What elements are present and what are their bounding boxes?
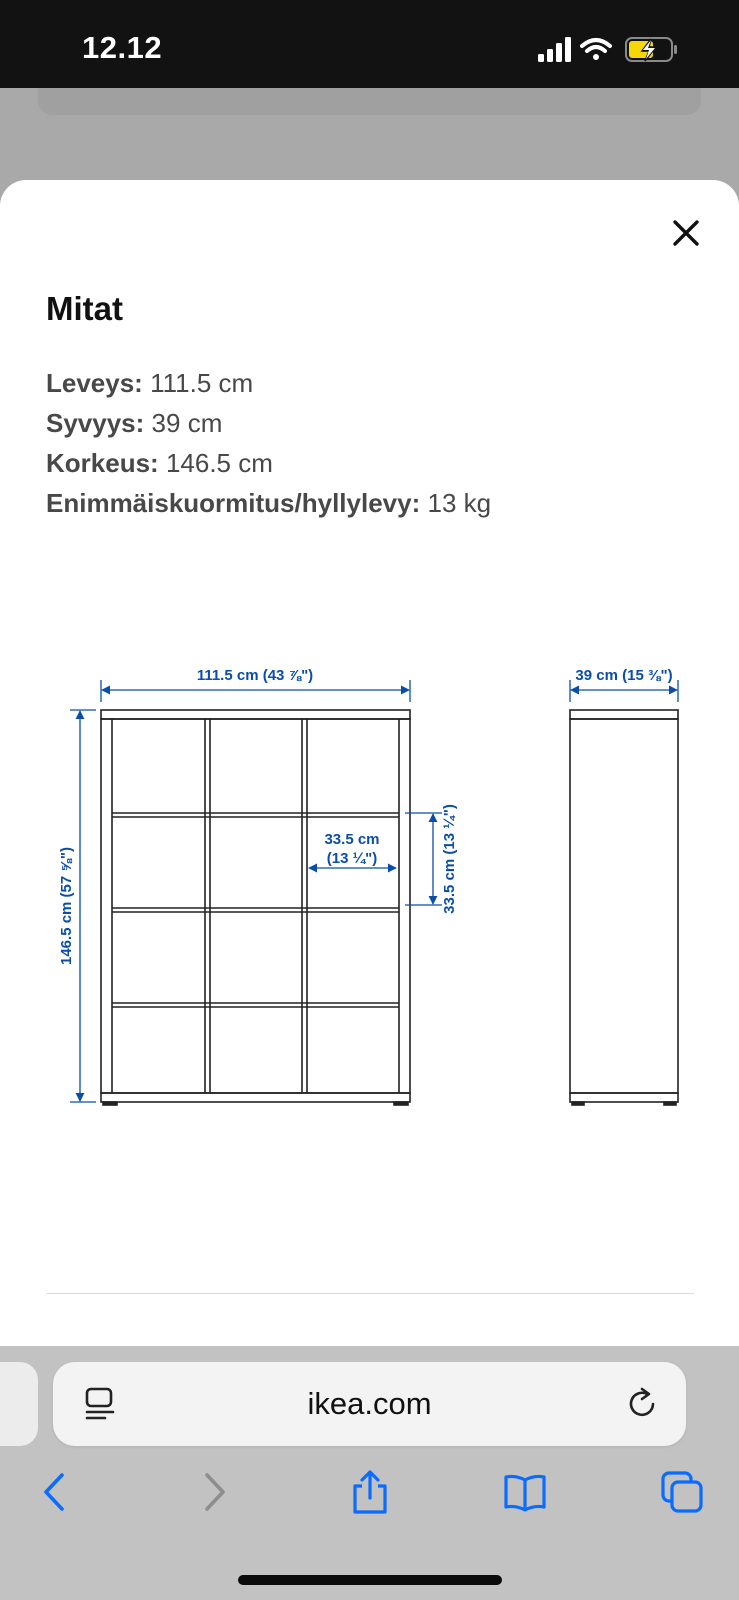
sheet-title: Mitat bbox=[46, 290, 123, 327]
cell-width-label-line2: (13 ¼") bbox=[326, 850, 378, 867]
spec-row-max-load bbox=[46, 483, 491, 523]
spec-value: 39 cm bbox=[151, 408, 223, 438]
dimension-lines bbox=[70, 680, 678, 1102]
side-depth-label: 39 cm (15 ⅜") bbox=[575, 667, 673, 684]
spec-row-height bbox=[46, 443, 491, 483]
close-button[interactable] bbox=[661, 208, 711, 258]
spec-value: 13 kg bbox=[427, 488, 492, 518]
spec-row-depth bbox=[46, 403, 491, 443]
shelf-front-view bbox=[101, 710, 410, 1105]
status-icons bbox=[538, 36, 698, 64]
forward-icon[interactable] bbox=[192, 1470, 236, 1514]
dimension-drawing bbox=[0, 640, 739, 1130]
background-page-card bbox=[38, 88, 701, 115]
home-indicator bbox=[238, 1575, 502, 1585]
height-label: 146.5 cm (57 ⅝") bbox=[58, 846, 75, 966]
adjacent-tab-peek[interactable] bbox=[0, 1362, 38, 1446]
address-bar[interactable] bbox=[53, 1362, 686, 1446]
close-icon bbox=[672, 219, 700, 247]
dimension-specs bbox=[46, 363, 491, 523]
shelf-side-view bbox=[570, 710, 678, 1105]
spec-label: Enimmäiskuormitus/hyllylevy: bbox=[46, 488, 421, 518]
spec-value: 146.5 cm bbox=[165, 448, 273, 478]
wifi-icon bbox=[582, 40, 610, 60]
cellular-signal-icon bbox=[538, 37, 571, 62]
spec-value: 111.5 cm bbox=[150, 368, 254, 398]
front-width-label: 111.5 cm (43 ⅞") bbox=[196, 667, 314, 684]
tabs-icon[interactable] bbox=[660, 1470, 704, 1514]
spec-label: Syvyys: bbox=[46, 408, 145, 438]
battery-charging-icon bbox=[626, 38, 677, 61]
divider bbox=[46, 1293, 694, 1294]
spec-label: Leveys: bbox=[46, 368, 143, 398]
spec-label: Korkeus: bbox=[46, 448, 159, 478]
bookmarks-icon[interactable] bbox=[503, 1470, 547, 1514]
cell-height-label: 33.5 cm (13 ¼") bbox=[441, 804, 458, 914]
share-icon[interactable] bbox=[348, 1470, 392, 1514]
url-text[interactable]: ikea.com bbox=[307, 1386, 432, 1421]
back-icon[interactable] bbox=[33, 1470, 77, 1514]
cell-width-label-line1: 33.5 cm bbox=[324, 831, 380, 848]
status-bar bbox=[0, 0, 739, 88]
reload-icon[interactable] bbox=[626, 1386, 660, 1422]
spec-row-width bbox=[46, 363, 491, 403]
status-time: 12.12 bbox=[82, 30, 163, 65]
